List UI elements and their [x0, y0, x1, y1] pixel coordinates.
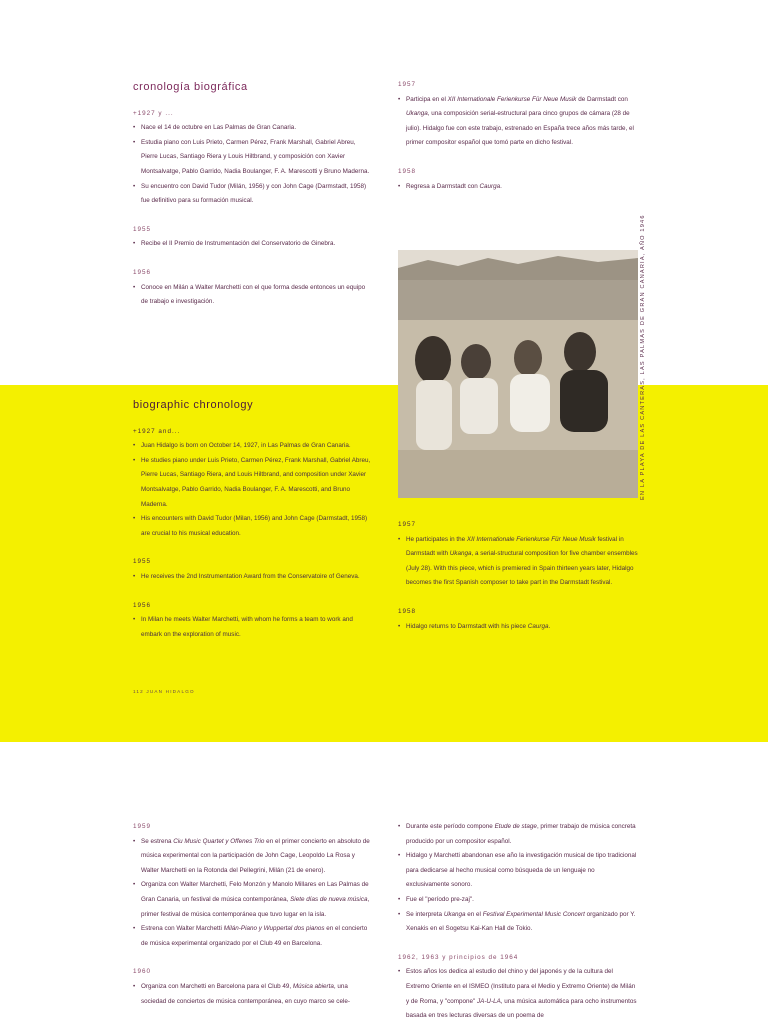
es-year-1957: 1957	[398, 81, 417, 88]
en-left-column	[133, 398, 373, 642]
year-1959: 1959	[133, 823, 152, 830]
es-item: • Fue el "período pre-zaj".	[398, 893, 638, 908]
beach-photo	[398, 250, 638, 498]
es-item: • Estos años los dedica al estudio del chino y del japonés y de la cultura del Extremo Oriente en el ISMEO (Instituto para el Medio y Extremo Oriente) de Milán y de Roma, y "compone" JA-U-LA, una música automática para ocho instrumentos basada en tres lecturas diversas de un poema de	[398, 965, 638, 1023]
en-title: biographic chronology	[133, 399, 254, 411]
es-item: • Hidalgo y Marchetti abandonan ese año la investigación musical de tipo tradicional para dedicarse al hecho musical como búsqueda de un lenguaje no exclusivamente sonoro.	[398, 849, 638, 893]
es-year-1927: +1927 y ...	[133, 109, 174, 117]
es-year-1955: 1955	[133, 225, 152, 233]
es-item: • Se estrena Ciu Music Quartet y Offenes Trio en el primer concierto en absoluto de música experimental con la participación de John Cage, Leopoldo La Rosa y Walter Marchetti en la Rotonda del Pellegrini, Milán (21 de enero).	[133, 835, 373, 879]
es-title: cronología biográfica	[133, 81, 248, 93]
en-year-1955: 1955	[133, 558, 152, 566]
es-list-1927	[133, 121, 373, 209]
en-item: • In Milan he meets Walter Marchetti, with whom he forms a team to work and embark on the exploration of music.	[133, 613, 373, 642]
en-item: • He receives the 2nd Instrumentation Award from the Conservatoire of Geneva.	[133, 570, 373, 585]
en-item: • Hidalgo returns to Darmstadt with his piece Caurga.	[398, 620, 638, 635]
en-right-column	[398, 518, 638, 634]
year-1962-1964: 1962, 1963 y principios de 1964	[398, 953, 519, 961]
es-year-1956: 1956	[133, 268, 152, 276]
es-item: • Durante este período compone Etude de stage, primer trabajo de música concreta producido por un compositor español.	[398, 820, 638, 849]
es-item: • Regresa a Darmstadt con Caurga.	[398, 180, 638, 195]
es-item: • Organiza con Marchetti en Barcelona para el Club 49, Música abierta, una sociedad de conciertos de música contemporánea, en cuyo marco se cele-	[133, 980, 373, 1009]
yellow-band	[0, 385, 768, 742]
bottom-left-column	[133, 820, 373, 1009]
es-item: • Nace el 14 de octubre en Las Palmas de Gran Canaria.	[133, 121, 373, 136]
year-1960: 1960	[133, 968, 152, 976]
es-item: • Conoce en Milán a Walter Marchetti con el que forma desde entonces un equipo de trabajo e investigación.	[133, 281, 373, 310]
en-year-1958: 1958	[398, 607, 417, 615]
es-item: • Recibe el II Premio de Instrumentación del Conservatorio de Ginebra.	[133, 237, 373, 252]
es-item: • Su encuentro con David Tudor (Milán, 1956) y con John Cage (Darmstadt, 1958) fue definitivo para su formación musical.	[133, 180, 373, 209]
bottom-right-column	[398, 820, 638, 1024]
es-left-column	[133, 80, 373, 310]
es-right-column	[398, 78, 638, 194]
en-item: • He studies piano under Luis Prieto, Carmen Pérez, Frank Marshall, Gabriel Abreu, Pierre Lucas, Santiago Riera, and Louis Hiltbrand, and composition under Xavier Montsalvatge, Pablo Garrido, Nadia Boulanger, F. A. Marescotti, and Bruno Maderna.	[133, 454, 373, 512]
en-item: • He participates in the XII Internationale Ferienkurse Für Neue Musik festival in Darmstadt with Ukanga, a serial-structural composition for five chamber ensembles (July 28). With this piece, which is premiered in Spain thirteen years later, Hidalgo becomes the first Spanish composer to take part in the Darmstadt festival.	[398, 533, 638, 591]
en-year-1927: +1927 and...	[133, 427, 181, 435]
en-year-1957: 1957	[398, 521, 417, 528]
en-item: • His encounters with David Tudor (Milan, 1956) and John Cage (Darmstadt, 1958) are crucial to his musical education.	[133, 512, 373, 541]
beach-photo-drawing	[398, 250, 638, 498]
photo-caption: EN LA PLAYA DE LAS CANTERAS, LAS PALMAS DE GRAN CANARIA, AÑO 1946	[640, 214, 646, 500]
es-item: • Estudia piano con Luis Prieto, Carmen Pérez, Frank Marshall, Gabriel Abreu, Pierre Lucas, Santiago Riera y Louis Hiltbrand, y composición con Xavier Montsalvatge, Pablo Garrido, Nadia Boulanger, F. A. Marescotti y Bruno Maderna.	[133, 136, 373, 180]
page-footer: 112 JUAN HIDALGO	[133, 689, 195, 694]
es-item: • Estrena con Walter Marchetti Milán-Piano y Wuppertal dos pianos en el concierto de música experimental organizado por el Club 49 en Barcelona.	[133, 922, 373, 951]
es-item: • Se interpreta Ukanga en el Festival Experimental Music Concert organizado por Y. Xenakis en el Sogetsu Kai-Kan Hall de Tokio.	[398, 908, 638, 937]
en-year-1956: 1956	[133, 601, 152, 609]
en-item: • Juan Hidalgo is born on October 14, 1927, in Las Palmas de Gran Canaria.	[133, 439, 373, 454]
es-year-1958: 1958	[398, 167, 417, 175]
es-item: • Organiza con Walter Marchetti, Felo Monzón y Manolo Millares en Las Palmas de Gran Canaria, un festival de música contemporánea, Siete días de nueva música, primer festival de música contemporánea que tuvo lugar en la isla.	[133, 878, 373, 922]
es-item: • Participa en el XII Internationale Ferienkurse Für Neue Musik de Darmstadt con Ukanga, una composición serial-estructural para cinco grupos de cámara (28 de julio). Hidalgo fue con este trabajo, estrenado en España trece años más tarde, el primer compositor español que tomó parte en dicho festival.	[398, 93, 638, 151]
